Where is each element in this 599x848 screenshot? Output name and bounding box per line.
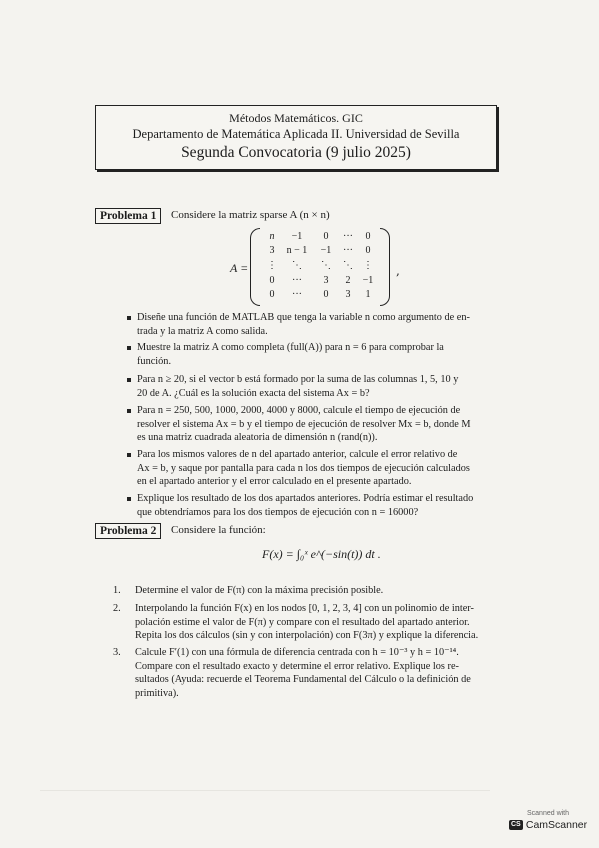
matrix-cell: ⋮ xyxy=(363,260,373,271)
enum-item xyxy=(113,584,510,598)
bullet-item xyxy=(137,311,509,338)
matrix-cell: 3 xyxy=(269,245,275,256)
matrix-cell: ⋱ xyxy=(292,260,302,271)
camscanner-logo xyxy=(506,819,590,831)
bullet-text: Para n = 250, 500, 1000, 2000, 4000 y 8000, calcule el tiempo de ejecución de resolver el sistema Ax = b y el tiempo de ejecución de resolver Mx = b, donde M es una matriz cuadrada aleatoria de dimensión n (rand(n)). xyxy=(137,405,471,443)
matrix-cell: 0 xyxy=(269,275,275,286)
matrix-cell: −1 xyxy=(320,245,332,256)
problem-2-intro: Considere la función: xyxy=(171,524,266,536)
bullet-text: Explique los resultado de los dos apartados anteriores. Podría estimar el resultado que obtendríamos para los dos tiempos de ejecución con n = 16000? xyxy=(137,493,474,518)
matrix-cell: 0 xyxy=(365,231,371,242)
enum-item xyxy=(113,646,510,700)
matrix-cell: 0 xyxy=(365,245,371,256)
matrix-cell: ⋮ xyxy=(267,260,277,271)
department-name: Departamento de Matemática Aplicada II. Universidad de Sevilla xyxy=(132,127,460,141)
enum-text: Determine el valor de F(π) con la máxima precisión posible. xyxy=(135,585,384,596)
matrix-cell: −1 xyxy=(291,231,303,242)
enum-number: 1. xyxy=(113,585,121,596)
enum-item xyxy=(113,602,510,643)
matrix-comma: , xyxy=(396,264,400,278)
exam-header-box xyxy=(95,105,497,170)
bullet-item xyxy=(137,448,509,489)
bullet-item xyxy=(137,341,509,368)
matrix-cell: ··· xyxy=(343,231,353,242)
matrix-cell: 3 xyxy=(345,289,351,300)
matrix-cell: 0 xyxy=(269,289,275,300)
bullet-item xyxy=(137,404,509,445)
bullet-item xyxy=(137,492,509,519)
camscanner-brand: CamScanner xyxy=(525,819,588,831)
bullet-text: Diseñe una función de MATLAB que tenga la variable n como argumento de en- trada y la matriz A como salida. xyxy=(137,312,470,337)
matrix-cell: 0 xyxy=(323,231,329,242)
matrix-a xyxy=(230,228,400,306)
problem-1-intro: Considere la matriz sparse A (n × n) xyxy=(171,209,330,221)
scanned-with-text: Scanned with xyxy=(526,810,570,817)
exam-session: Segunda Convocatoria (9 julio 2025) xyxy=(181,144,411,161)
bullet-item xyxy=(137,373,509,400)
enum-text: Calcule F′(1) con una fórmula de diferencia centrada con h = 10⁻³ y h = 10⁻¹⁴. Compare con el resultado exacto y determine el error relativo. Explique los re- sultados (Ayuda: recuerde el Teorema Fundamental del Cálculo o la definición de primitiva). xyxy=(135,647,471,699)
enum-number: 3. xyxy=(113,647,121,658)
matrix-left-bracket xyxy=(250,228,260,306)
problem-2-label: Problema 2 xyxy=(95,523,161,539)
integral-formula: F(x) = ∫₀ˣ e^(−sin(t)) dt . xyxy=(262,547,381,561)
matrix-cell: 2 xyxy=(345,275,351,286)
matrix-lhs: A = xyxy=(230,261,249,275)
matrix-cell: ··· xyxy=(292,275,302,286)
matrix-cell: n − 1 xyxy=(286,245,308,256)
bullet-text: Muestre la matriz A como completa (full(A)) para n = 6 para comprobar la función. xyxy=(137,342,444,367)
matrix-cell: −1 xyxy=(362,275,374,286)
matrix-cell: ⋱ xyxy=(321,260,331,271)
matrix-cell: 3 xyxy=(323,275,329,286)
camscanner-watermark xyxy=(506,810,590,831)
camscanner-icon: CS xyxy=(509,820,523,830)
matrix-cell: n xyxy=(269,231,275,242)
matrix-cell: ⋱ xyxy=(343,260,353,271)
scan-smudge xyxy=(40,790,490,791)
matrix-cell: ··· xyxy=(343,245,353,256)
problem-1-label: Problema 1 xyxy=(95,208,161,224)
course-title: Métodos Matemáticos. GIC xyxy=(229,111,363,125)
bullet-text: Para n ≥ 20, si el vector b está formado por la suma de las columnas 1, 5, 10 y 20 de A. ¿Cuál es la solución exacta del sistema Ax = b? xyxy=(137,374,459,399)
enum-text: Interpolando la función F(x) en los nodos [0, 1, 2, 3, 4] con un polinomio de inter- polación estime el valor de F(π) y compare con el resultado del apartado anterior. Repita los dos cálculos (sin y con interpolación) con F(3π) y explique la diferencia. xyxy=(135,603,479,641)
matrix-right-bracket xyxy=(380,228,390,306)
matrix-cell: ··· xyxy=(292,289,302,300)
bullet-text: Para los mismos valores de n del apartado anterior, calcule el error relativo de Ax = b, y saque por pantalla para cada n los dos tiempos de ejecución calculados en el apartado anterior y el error calculado en el presente apartado. xyxy=(137,449,470,487)
enum-number: 2. xyxy=(113,603,121,614)
matrix-cell: 0 xyxy=(323,289,329,300)
matrix-cell: 1 xyxy=(365,289,371,300)
